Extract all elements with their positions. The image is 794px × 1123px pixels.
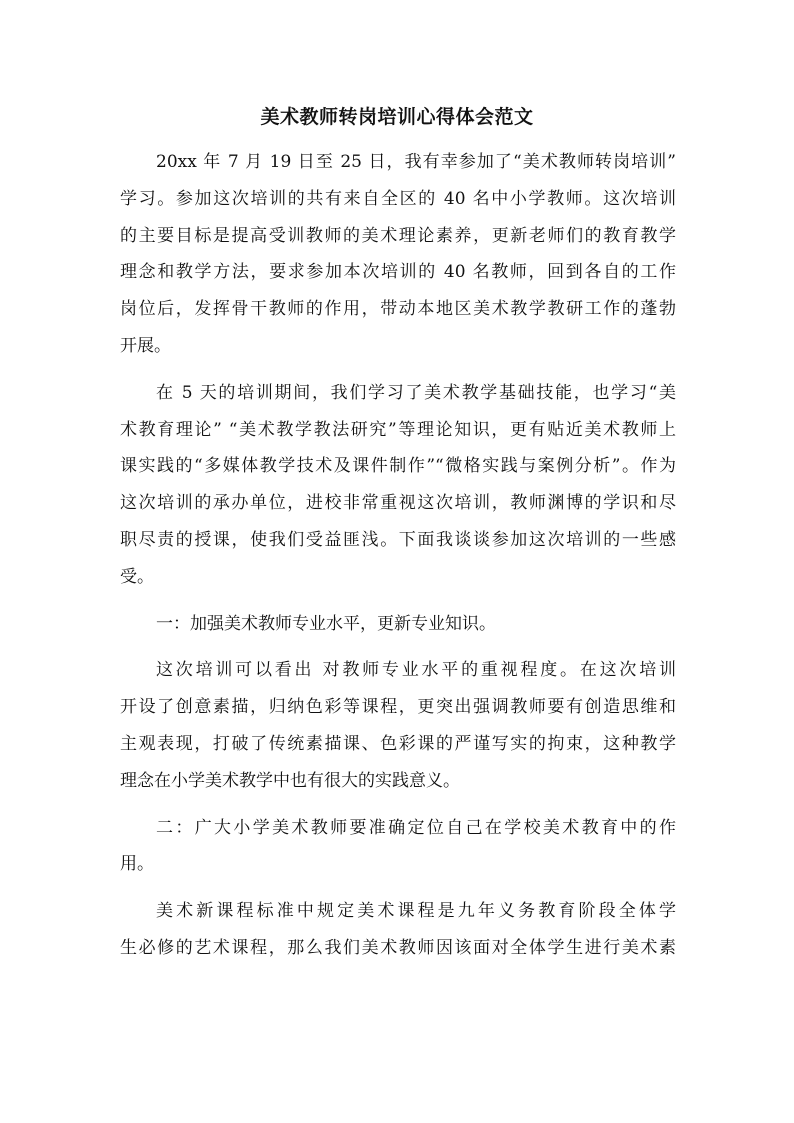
document-body [120,144,676,967]
text-line: 术教育理论” “美术教学教法研究”等理论知识，更有贴近美术教师上 [120,419,676,440]
text-line: 美术新课程标准中规定美术课程是九年义务教育阶段全体学 [156,901,676,922]
text-line: 生必修的艺术课程，那么我们美术教师因该面对全体学生进行美术素 [120,937,676,958]
text-line: 主观表现，打破了传统素描课、色彩课的严谨写实的拘束，这种教学 [120,733,676,754]
text-line: 开展。 [120,335,171,356]
text-line: 二：广大小学美术教师要准确定位自己在学校美术教育中的作 [156,817,676,838]
text-line: 理念在小学美术教学中也有很大的实践意义。 [120,770,460,791]
paragraph [120,652,676,799]
text-line: 这次培训可以看出 对教师专业水平的重视程度。在这次培训 [156,660,676,681]
text-line: 岗位后，发挥骨干教师的作用，带动本地区美术教学教研工作的蓬勃 [120,299,676,320]
text-line: 职尽责的授课，使我们受益匪浅。下面我谈谈参加这次培训的一些感 [120,529,676,550]
text-line: 课实践的“多媒体教学技术及课件制作”“微格实践与案例分析”。作为 [120,456,676,477]
section-heading [120,606,676,643]
text-line: 这次培训的承办单位，进校非常重视这次培训，教师渊博的学识和尽 [120,493,676,514]
text-line: 20xx 年 7 月 19 日至 25 日，我有幸参加了“美术教师转岗培训” [156,152,676,172]
text-line: 开设了创意素描，归纳色彩等课程，更突出强调教师要有创造思维和 [120,697,676,718]
document-title: 美术教师转岗培训心得体会范文 [260,106,534,128]
text-line: 的主要目标是提高受训教师的美术理论素养，更新老师们的教育教学 [120,225,676,246]
text-line: 一：加强美术教师专业水平，更新专业知识。 [156,613,496,634]
text-line: 在 5 天的培训期间，我们学习了美术教学基础技能，也学习“美 [156,382,676,403]
paragraph [120,893,676,967]
text-line: 学习。参加这次培训的共有来自全区的 40 名中小学教师。这次培训 [120,188,676,209]
text-line: 理念和教学方法，要求参加本次培训的 40 名教师，回到各自的工作 [120,262,676,283]
paragraph [120,144,676,365]
section-heading [120,810,676,884]
text-line: 用。 [120,854,154,875]
paragraph [120,375,676,596]
text-line: 受。 [120,566,154,587]
